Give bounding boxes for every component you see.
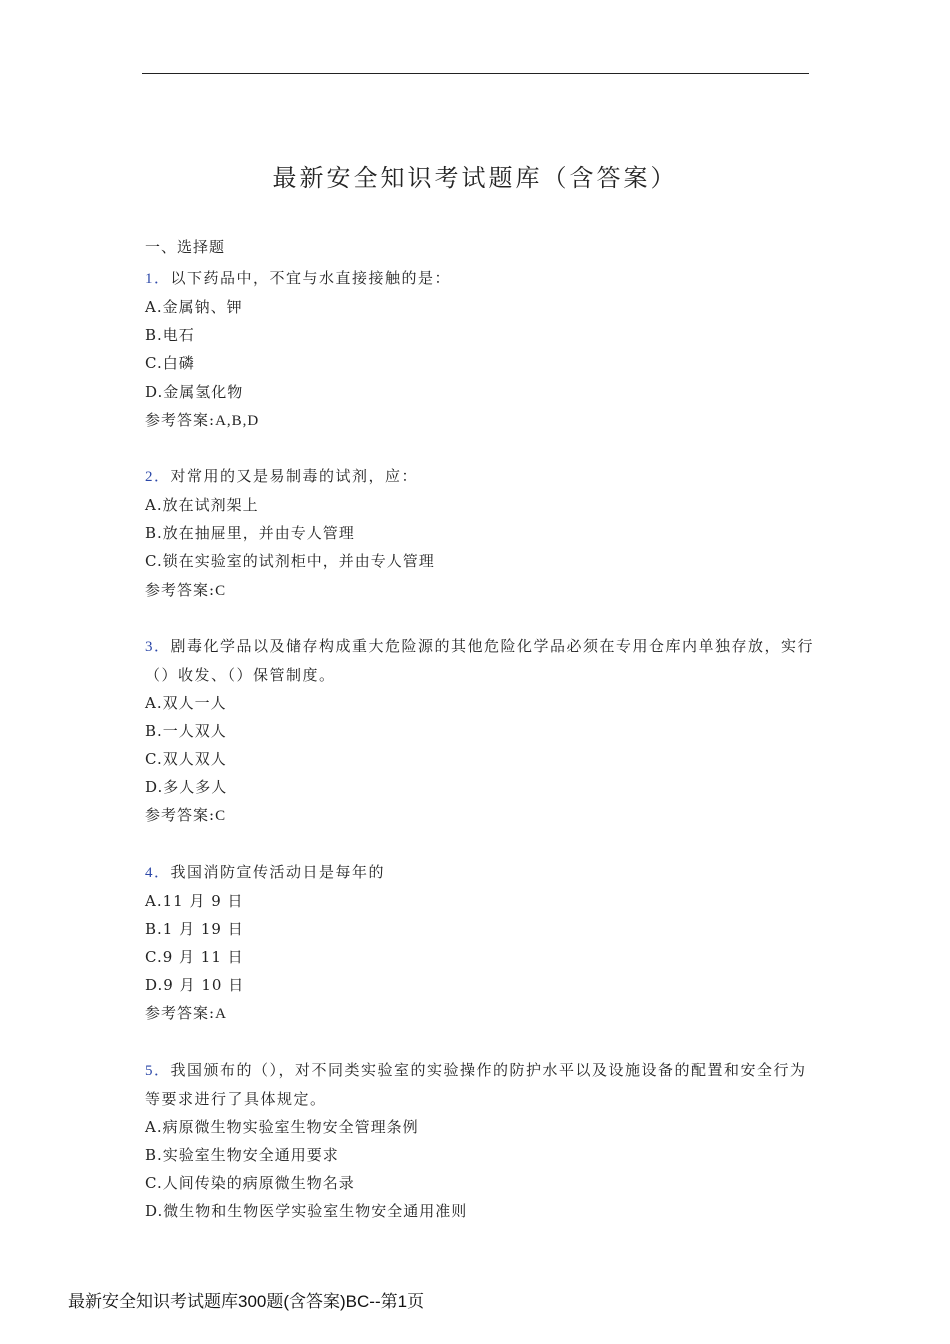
question-text — [145, 1056, 815, 1113]
header-rule — [142, 73, 809, 74]
page-footer: 最新安全知识考试题库300题(含答案)BC--第1页 — [68, 1292, 425, 1311]
question-text — [145, 264, 815, 293]
option: C.双人双人 — [145, 750, 227, 769]
option: C.锁在实验室的试剂柜中，并由专人管理 — [145, 552, 435, 571]
option: D.9 月 10 日 — [145, 976, 245, 995]
answer-line — [145, 406, 815, 434]
answer-value: C — [215, 808, 227, 825]
question-number: 1． — [145, 271, 171, 287]
question-number: 2． — [145, 468, 171, 485]
option: B.一人双人 — [145, 721, 227, 740]
answer-line — [145, 999, 815, 1027]
option: A.金属钠、钾 — [145, 298, 243, 316]
question-text — [145, 858, 815, 887]
answer-label: 参考答案: — [145, 580, 216, 599]
option: C.9 月 11 日 — [145, 948, 244, 966]
question-1 — [145, 264, 815, 434]
question-5 — [145, 1056, 815, 1226]
answer-line — [145, 576, 815, 604]
answer-label: 参考答案: — [145, 410, 216, 429]
option: C.白磷 — [145, 354, 195, 373]
option: A.双人一人 — [145, 693, 227, 712]
question-4 — [145, 858, 815, 1028]
question-number: 4． — [145, 864, 171, 881]
option: D.微生物和生物医学实验室生物安全通用准则 — [145, 1202, 468, 1221]
question-number: 3． — [145, 638, 171, 655]
document-body — [145, 236, 815, 1253]
answer-line — [145, 801, 815, 829]
option: B.电石 — [145, 326, 195, 345]
answer-label: 参考答案: — [145, 1004, 216, 1023]
question-2 — [145, 462, 815, 604]
question-text — [145, 462, 815, 491]
question-stem: 我国颁布的（），对不同类实验室的实验操作的防护水平以及设施设备的配置和安全行为等要求进行了具体规定。 — [145, 1060, 807, 1108]
answer-value: C — [215, 582, 227, 599]
question-stem: 我国消防宣传活动日是每年的 — [170, 862, 386, 881]
option: B.放在抽屉里，并由专人管理 — [145, 524, 355, 543]
question-3 — [145, 632, 815, 830]
answer-label: 参考答案: — [145, 806, 216, 825]
answer-value: A — [215, 1006, 227, 1023]
document-title: 最新安全知识考试题库（含答案） — [272, 164, 678, 192]
option: A.11 月 9 日 — [145, 891, 244, 910]
section-heading: 一、选择题 — [145, 238, 226, 256]
question-number: 5． — [145, 1062, 171, 1079]
option: A.放在试剂架上 — [145, 495, 259, 514]
option: A.病原微生物实验室生物安全管理条例 — [145, 1117, 419, 1136]
question-stem: 以下药品中，不宜与水直接接触的是： — [170, 269, 452, 287]
answer-value: A,B,D — [215, 412, 260, 429]
option: D.金属氢化物 — [145, 382, 244, 401]
option: B.1 月 19 日 — [145, 919, 244, 938]
question-text — [145, 632, 815, 689]
option: C.人间传染的病原微生物名录 — [145, 1173, 355, 1192]
question-stem: 剧毒化学品以及储存构成重大危险源的其他危险化学品必须在专用仓库内单独存放，实行（）收发、（）保管制度。 — [145, 636, 815, 684]
option: D.多人多人 — [145, 778, 228, 797]
question-stem: 对常用的又是易制毒的试剂，应： — [170, 466, 419, 485]
option: B.实验室生物安全通用要求 — [145, 1145, 339, 1164]
